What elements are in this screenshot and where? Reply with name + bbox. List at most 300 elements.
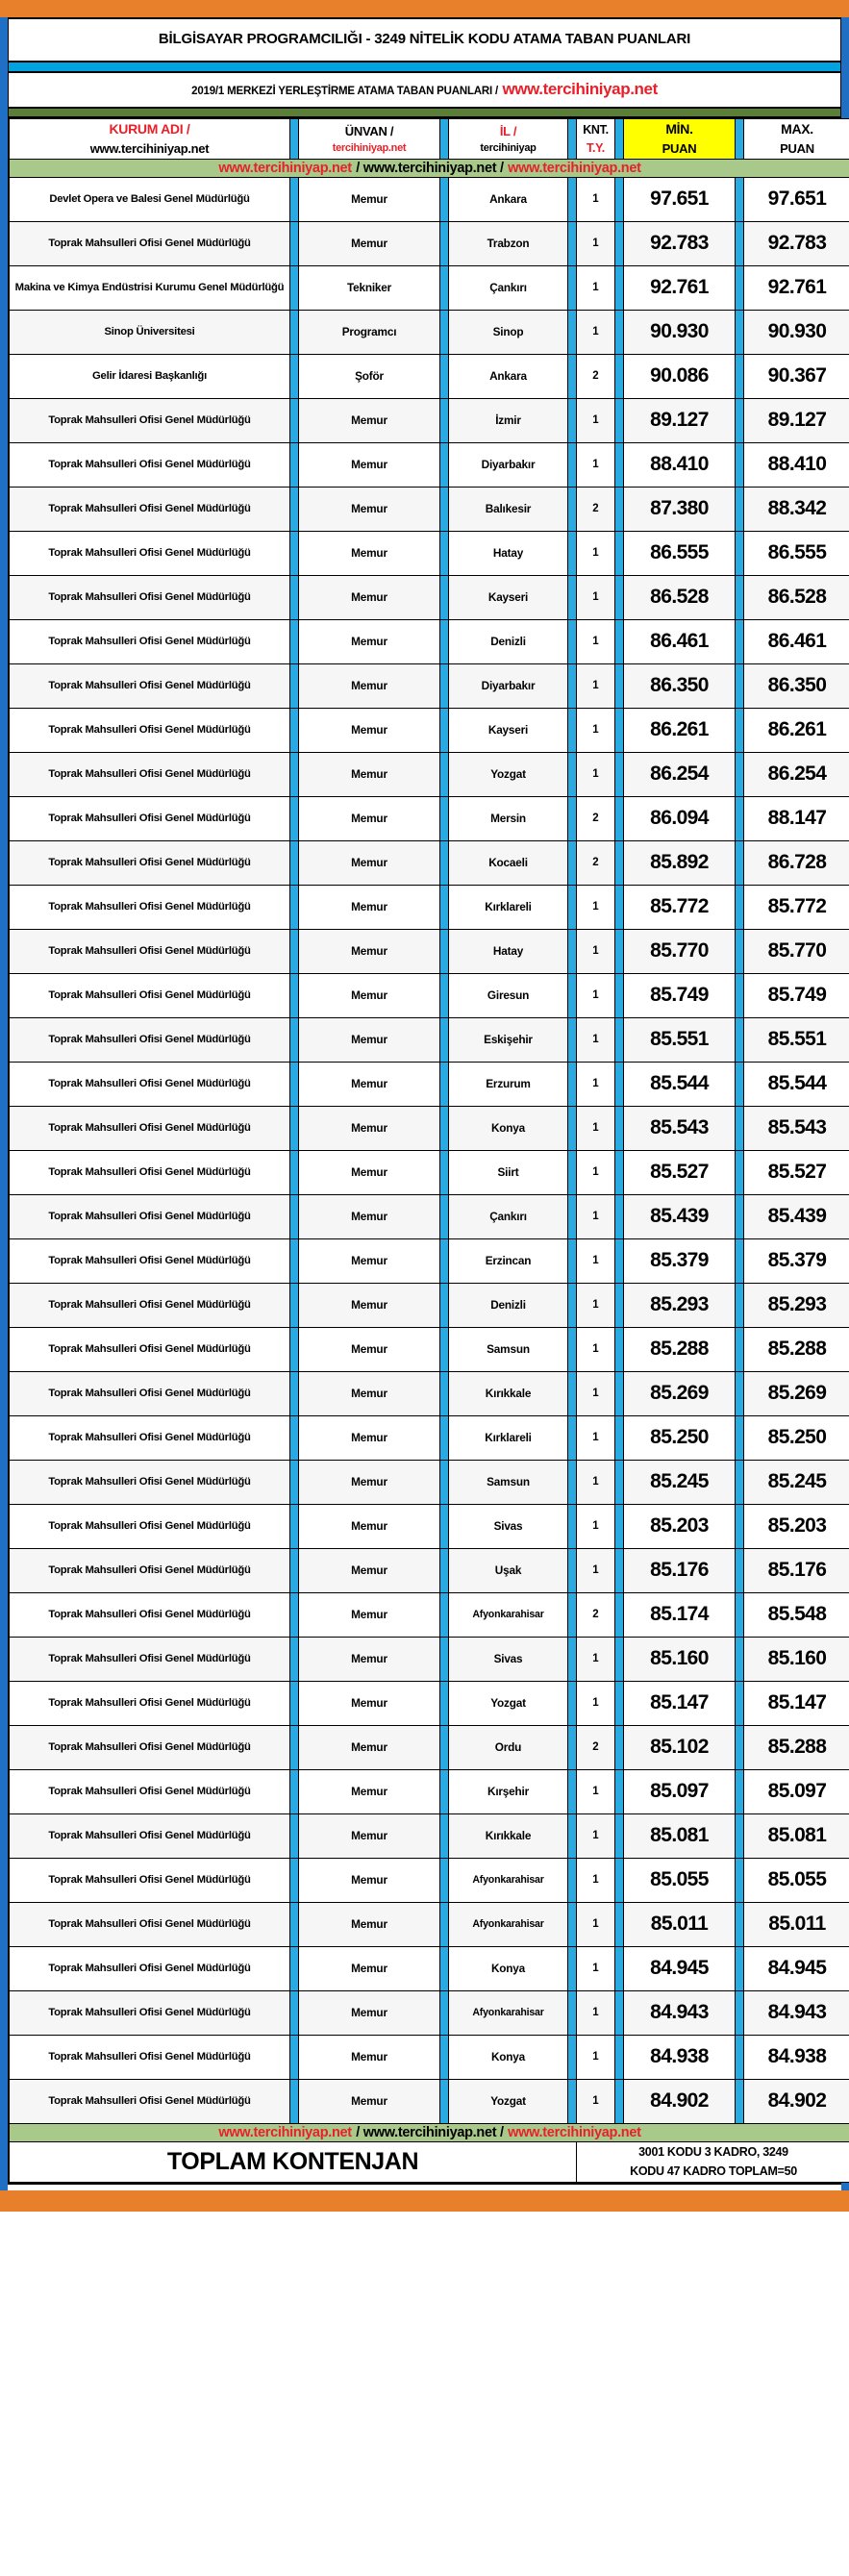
cell-kontenjan: 1 bbox=[577, 2035, 615, 2079]
column-separator bbox=[290, 708, 299, 752]
column-separator bbox=[440, 885, 449, 929]
table-row[interactable] bbox=[10, 840, 849, 885]
column-separator bbox=[290, 1637, 299, 1681]
cell-unvan: Memur bbox=[299, 708, 440, 752]
cell-unvan: Memur bbox=[299, 575, 440, 619]
table-row[interactable] bbox=[10, 1283, 849, 1327]
column-separator bbox=[615, 708, 624, 752]
cell-il: Ankara bbox=[449, 354, 568, 398]
cell-kontenjan: 1 bbox=[577, 1902, 615, 1946]
column-separator bbox=[440, 1990, 449, 2035]
column-separator bbox=[290, 752, 299, 796]
cell-il: Erzurum bbox=[449, 1062, 568, 1106]
column-separator bbox=[736, 619, 744, 663]
column-separator bbox=[440, 119, 449, 160]
cell-max-puan: 85.527 bbox=[744, 1150, 849, 1194]
column-separator bbox=[440, 1238, 449, 1283]
cell-kontenjan: 1 bbox=[577, 1150, 615, 1194]
column-separator bbox=[290, 973, 299, 1017]
column-separator bbox=[290, 531, 299, 575]
column-separator bbox=[440, 1062, 449, 1106]
column-separator bbox=[440, 840, 449, 885]
column-separator bbox=[615, 929, 624, 973]
table-row[interactable] bbox=[10, 1592, 849, 1637]
table-row[interactable] bbox=[10, 1902, 849, 1946]
cell-kontenjan: 1 bbox=[577, 310, 615, 354]
subtitle-text: 2019/1 MERKEZİ YERLEŞTİRME ATAMA TABAN PUANLARI / bbox=[191, 86, 498, 98]
table-row[interactable] bbox=[10, 1238, 849, 1283]
total-kontenjan-label: TOPLAM KONTENJAN bbox=[10, 2141, 577, 2182]
table-row[interactable] bbox=[10, 575, 849, 619]
cell-kurum-adi: Toprak Mahsulleri Ofisi Genel Müdürlüğü bbox=[10, 1637, 290, 1681]
table-row[interactable] bbox=[10, 398, 849, 442]
table-row[interactable] bbox=[10, 619, 849, 663]
column-separator bbox=[440, 1327, 449, 1371]
column-separator bbox=[615, 619, 624, 663]
cell-unvan: Memur bbox=[299, 1194, 440, 1238]
column-separator bbox=[568, 442, 577, 487]
column-separator bbox=[290, 119, 299, 160]
cell-unvan: Memur bbox=[299, 663, 440, 708]
cell-il: Yozgat bbox=[449, 2079, 568, 2123]
cell-unvan: Memur bbox=[299, 1106, 440, 1150]
footer-row bbox=[10, 2141, 849, 2182]
column-separator bbox=[615, 1902, 624, 1946]
column-separator bbox=[290, 1150, 299, 1194]
column-separator bbox=[736, 1504, 744, 1548]
cell-min-puan: 85.770 bbox=[624, 929, 736, 973]
cell-max-puan: 85.293 bbox=[744, 1283, 849, 1327]
cell-min-puan: 86.528 bbox=[624, 575, 736, 619]
col-header-il-line2: tercihiniyap bbox=[480, 142, 537, 154]
cell-kurum-adi: Toprak Mahsulleri Ofisi Genel Müdürlüğü bbox=[10, 1062, 290, 1106]
cell-max-puan: 85.379 bbox=[744, 1238, 849, 1283]
promo-band-top-cell bbox=[10, 159, 849, 177]
cell-max-puan: 88.147 bbox=[744, 796, 849, 840]
table-row[interactable] bbox=[10, 973, 849, 1017]
cell-max-puan: 85.288 bbox=[744, 1725, 849, 1769]
column-separator bbox=[290, 1813, 299, 1858]
table-row[interactable] bbox=[10, 1327, 849, 1371]
cell-kurum-adi: Toprak Mahsulleri Ofisi Genel Müdürlüğü bbox=[10, 1813, 290, 1858]
cell-kontenjan: 1 bbox=[577, 663, 615, 708]
cell-min-puan: 85.147 bbox=[624, 1681, 736, 1725]
column-separator bbox=[615, 442, 624, 487]
cell-il: Denizli bbox=[449, 619, 568, 663]
column-separator bbox=[568, 619, 577, 663]
column-separator bbox=[290, 487, 299, 531]
column-separator bbox=[440, 1637, 449, 1681]
cell-kurum-adi: Toprak Mahsulleri Ofisi Genel Müdürlüğü bbox=[10, 1371, 290, 1415]
cell-max-puan: 89.127 bbox=[744, 398, 849, 442]
cell-min-puan: 92.783 bbox=[624, 221, 736, 265]
cell-max-puan: 84.902 bbox=[744, 2079, 849, 2123]
cell-kurum-adi: Toprak Mahsulleri Ofisi Genel Müdürlüğü bbox=[10, 1460, 290, 1504]
column-separator bbox=[440, 752, 449, 796]
col-header-unvan[interactable] bbox=[299, 119, 440, 160]
column-separator bbox=[290, 1504, 299, 1548]
cell-kurum-adi: Toprak Mahsulleri Ofisi Genel Müdürlüğü bbox=[10, 2035, 290, 2079]
promo-link-a[interactable]: www.tercihiniyap.net bbox=[218, 160, 352, 176]
cell-max-puan: 85.548 bbox=[744, 1592, 849, 1637]
column-separator bbox=[568, 973, 577, 1017]
table-row[interactable] bbox=[10, 1725, 849, 1769]
column-separator bbox=[290, 663, 299, 708]
table-row[interactable] bbox=[10, 531, 849, 575]
column-separator bbox=[440, 1946, 449, 1990]
column-separator bbox=[615, 973, 624, 1017]
cell-min-puan: 85.269 bbox=[624, 1371, 736, 1415]
cell-il: Afyonkarahisar bbox=[449, 1592, 568, 1637]
cell-unvan: Memur bbox=[299, 1946, 440, 1990]
col-header-max-puan[interactable] bbox=[744, 119, 849, 160]
table-row[interactable] bbox=[10, 1106, 849, 1150]
cell-kurum-adi: Toprak Mahsulleri Ofisi Genel Müdürlüğü bbox=[10, 1327, 290, 1371]
cell-kurum-adi: Toprak Mahsulleri Ofisi Genel Müdürlüğü bbox=[10, 663, 290, 708]
cell-unvan: Memur bbox=[299, 1769, 440, 1813]
top-orange-band bbox=[0, 0, 849, 17]
cell-il: Sinop bbox=[449, 310, 568, 354]
cell-il: Erzincan bbox=[449, 1238, 568, 1283]
column-separator bbox=[290, 796, 299, 840]
cell-min-puan: 85.749 bbox=[624, 973, 736, 1017]
table-row[interactable] bbox=[10, 1415, 849, 1460]
column-separator bbox=[440, 310, 449, 354]
cell-kontenjan: 1 bbox=[577, 1946, 615, 1990]
column-separator bbox=[440, 2079, 449, 2123]
cell-kontenjan: 1 bbox=[577, 1327, 615, 1371]
cell-min-puan: 84.938 bbox=[624, 2035, 736, 2079]
column-separator bbox=[568, 1062, 577, 1106]
cell-min-puan: 85.097 bbox=[624, 1769, 736, 1813]
cell-min-puan: 88.410 bbox=[624, 442, 736, 487]
column-separator bbox=[290, 1327, 299, 1371]
column-separator bbox=[568, 1415, 577, 1460]
cell-unvan: Memur bbox=[299, 1415, 440, 1460]
column-separator bbox=[736, 1637, 744, 1681]
column-separator bbox=[736, 1592, 744, 1637]
column-separator bbox=[290, 177, 299, 221]
column-separator bbox=[615, 1106, 624, 1150]
cell-min-puan: 84.945 bbox=[624, 1946, 736, 1990]
column-separator bbox=[440, 442, 449, 487]
table-row[interactable] bbox=[10, 1813, 849, 1858]
column-separator bbox=[615, 575, 624, 619]
column-separator bbox=[568, 1194, 577, 1238]
column-separator bbox=[615, 310, 624, 354]
column-separator bbox=[568, 575, 577, 619]
column-separator bbox=[568, 1106, 577, 1150]
column-separator bbox=[440, 487, 449, 531]
cell-min-puan: 86.094 bbox=[624, 796, 736, 840]
column-separator bbox=[290, 1415, 299, 1460]
column-separator bbox=[568, 1946, 577, 1990]
cell-kurum-adi: Toprak Mahsulleri Ofisi Genel Müdürlüğü bbox=[10, 487, 290, 531]
column-separator bbox=[736, 2035, 744, 2079]
cell-max-puan: 92.783 bbox=[744, 221, 849, 265]
cell-kontenjan: 1 bbox=[577, 1283, 615, 1327]
table-row[interactable] bbox=[10, 265, 849, 310]
column-separator bbox=[568, 752, 577, 796]
cell-min-puan: 85.250 bbox=[624, 1415, 736, 1460]
cell-unvan: Memur bbox=[299, 1327, 440, 1371]
cell-unvan: Memur bbox=[299, 1990, 440, 2035]
cell-kontenjan: 1 bbox=[577, 885, 615, 929]
cell-max-puan: 85.055 bbox=[744, 1858, 849, 1902]
subtitle-site-link[interactable]: www.tercihiniyap.net bbox=[502, 80, 658, 99]
column-separator bbox=[615, 398, 624, 442]
column-separator bbox=[440, 1415, 449, 1460]
column-separator bbox=[615, 119, 624, 160]
cell-unvan: Tekniker bbox=[299, 265, 440, 310]
table-row[interactable] bbox=[10, 1548, 849, 1592]
cell-kontenjan: 2 bbox=[577, 354, 615, 398]
cell-kurum-adi: Toprak Mahsulleri Ofisi Genel Müdürlüğü bbox=[10, 1017, 290, 1062]
cell-il: Çankırı bbox=[449, 1194, 568, 1238]
cell-max-puan: 88.342 bbox=[744, 487, 849, 531]
column-separator bbox=[290, 1106, 299, 1150]
column-separator bbox=[736, 531, 744, 575]
column-separator bbox=[568, 398, 577, 442]
column-separator bbox=[568, 531, 577, 575]
column-separator bbox=[615, 1858, 624, 1902]
col-header-min-line1: MİN. bbox=[665, 121, 693, 138]
cell-unvan: Memur bbox=[299, 1150, 440, 1194]
total-note-line2: KODU 47 KADRO TOPLAM=50 bbox=[630, 2164, 797, 2179]
column-separator bbox=[568, 487, 577, 531]
cell-il: Kırıkkale bbox=[449, 1813, 568, 1858]
col-header-il[interactable] bbox=[449, 119, 568, 160]
table-row[interactable] bbox=[10, 796, 849, 840]
column-separator bbox=[440, 708, 449, 752]
column-separator bbox=[290, 1194, 299, 1238]
promo-link-b[interactable]: www.tercihiniyap.net bbox=[508, 160, 641, 176]
cell-unvan: Memur bbox=[299, 840, 440, 885]
column-separator bbox=[736, 1327, 744, 1371]
column-separator bbox=[290, 1946, 299, 1990]
cell-kurum-adi: Toprak Mahsulleri Ofisi Genel Müdürlüğü bbox=[10, 1902, 290, 1946]
table-row[interactable] bbox=[10, 1371, 849, 1415]
column-separator bbox=[568, 1327, 577, 1371]
cell-il: Samsun bbox=[449, 1327, 568, 1371]
results-table bbox=[9, 118, 849, 2183]
cell-max-puan: 84.938 bbox=[744, 2035, 849, 2079]
cell-unvan: Memur bbox=[299, 1371, 440, 1415]
cell-unvan: Memur bbox=[299, 1504, 440, 1548]
column-separator bbox=[736, 265, 744, 310]
column-separator bbox=[615, 663, 624, 708]
promo-link-b-bottom[interactable]: www.tercihiniyap.net bbox=[508, 2124, 641, 2140]
cell-il: Yozgat bbox=[449, 1681, 568, 1725]
table-row[interactable] bbox=[10, 442, 849, 487]
table-row[interactable] bbox=[10, 708, 849, 752]
table-row[interactable] bbox=[10, 177, 849, 221]
column-separator bbox=[290, 354, 299, 398]
cell-max-puan: 85.269 bbox=[744, 1371, 849, 1415]
cell-kurum-adi: Gelir İdaresi Başkanlığı bbox=[10, 354, 290, 398]
cell-max-puan: 85.081 bbox=[744, 1813, 849, 1858]
column-separator bbox=[440, 1106, 449, 1150]
table-row[interactable] bbox=[10, 1769, 849, 1813]
column-separator bbox=[615, 2079, 624, 2123]
cell-il: Kırklareli bbox=[449, 885, 568, 929]
table-row[interactable] bbox=[10, 2035, 849, 2079]
table-row[interactable] bbox=[10, 1017, 849, 1062]
table-row[interactable] bbox=[10, 929, 849, 973]
table-row[interactable] bbox=[10, 663, 849, 708]
cell-unvan: Memur bbox=[299, 487, 440, 531]
column-separator bbox=[736, 1238, 744, 1283]
column-separator bbox=[440, 1769, 449, 1813]
cell-max-puan: 85.147 bbox=[744, 1681, 849, 1725]
cyan-divider bbox=[9, 63, 840, 73]
cell-max-puan: 86.261 bbox=[744, 708, 849, 752]
table-row[interactable] bbox=[10, 354, 849, 398]
table-row[interactable] bbox=[10, 221, 849, 265]
column-separator bbox=[290, 885, 299, 929]
table-row[interactable] bbox=[10, 1460, 849, 1504]
table-row[interactable] bbox=[10, 1194, 849, 1238]
col-header-kontenjan[interactable] bbox=[577, 119, 615, 160]
column-separator bbox=[568, 1238, 577, 1283]
cell-max-puan: 85.245 bbox=[744, 1460, 849, 1504]
column-separator bbox=[440, 1902, 449, 1946]
column-separator bbox=[615, 1637, 624, 1681]
cell-unvan: Memur bbox=[299, 1592, 440, 1637]
table-row[interactable] bbox=[10, 1637, 849, 1681]
column-separator bbox=[568, 119, 577, 160]
cell-kontenjan: 2 bbox=[577, 840, 615, 885]
promo-link-a-bottom[interactable]: www.tercihiniyap.net bbox=[218, 2124, 352, 2140]
table-row[interactable] bbox=[10, 2079, 849, 2123]
cell-il: Eskişehir bbox=[449, 1017, 568, 1062]
cell-il: Yozgat bbox=[449, 752, 568, 796]
sheet bbox=[8, 17, 841, 2185]
cell-kontenjan: 1 bbox=[577, 1990, 615, 2035]
cell-kurum-adi: Toprak Mahsulleri Ofisi Genel Müdürlüğü bbox=[10, 708, 290, 752]
table-row[interactable] bbox=[10, 487, 849, 531]
column-separator bbox=[290, 1017, 299, 1062]
column-separator bbox=[736, 1415, 744, 1460]
table-row[interactable] bbox=[10, 1062, 849, 1106]
cell-kurum-adi: Toprak Mahsulleri Ofisi Genel Müdürlüğü bbox=[10, 1150, 290, 1194]
cell-max-puan: 85.551 bbox=[744, 1017, 849, 1062]
column-separator bbox=[568, 265, 577, 310]
column-separator bbox=[290, 310, 299, 354]
cell-unvan: Memur bbox=[299, 1460, 440, 1504]
column-separator bbox=[615, 487, 624, 531]
promo-link-mid-bottom[interactable]: / www.tercihiniyap.net / bbox=[356, 2124, 504, 2140]
cell-il: Hatay bbox=[449, 929, 568, 973]
col-header-kurum[interactable] bbox=[10, 119, 290, 160]
column-separator bbox=[615, 752, 624, 796]
cell-unvan: Şoför bbox=[299, 354, 440, 398]
column-separator bbox=[736, 354, 744, 398]
cell-min-puan: 85.551 bbox=[624, 1017, 736, 1062]
column-separator bbox=[440, 1548, 449, 1592]
column-separator bbox=[615, 1725, 624, 1769]
table-row[interactable] bbox=[10, 1946, 849, 1990]
total-kontenjan-note bbox=[577, 2141, 849, 2182]
column-separator bbox=[736, 1990, 744, 2035]
cell-kontenjan: 1 bbox=[577, 442, 615, 487]
cell-kontenjan: 2 bbox=[577, 1592, 615, 1637]
table-row[interactable] bbox=[10, 1858, 849, 1902]
cell-il: Balıkesir bbox=[449, 487, 568, 531]
cell-il: Kırıkkale bbox=[449, 1371, 568, 1415]
column-separator bbox=[440, 2035, 449, 2079]
column-separator bbox=[290, 398, 299, 442]
column-separator bbox=[615, 1946, 624, 1990]
cell-min-puan: 86.461 bbox=[624, 619, 736, 663]
cell-min-puan: 85.543 bbox=[624, 1106, 736, 1150]
cell-min-puan: 84.902 bbox=[624, 2079, 736, 2123]
cell-il: Siirt bbox=[449, 1150, 568, 1194]
promo-link-mid[interactable]: / www.tercihiniyap.net / bbox=[356, 160, 504, 176]
cell-unvan: Memur bbox=[299, 1902, 440, 1946]
column-separator bbox=[568, 1681, 577, 1725]
cell-kurum-adi: Toprak Mahsulleri Ofisi Genel Müdürlüğü bbox=[10, 221, 290, 265]
column-separator bbox=[736, 221, 744, 265]
cell-kurum-adi: Toprak Mahsulleri Ofisi Genel Müdürlüğü bbox=[10, 1725, 290, 1769]
col-header-il-line1: İL / bbox=[499, 123, 517, 138]
table-row[interactable] bbox=[10, 1504, 849, 1548]
column-separator bbox=[290, 840, 299, 885]
cell-il: Çankırı bbox=[449, 265, 568, 310]
cell-unvan: Memur bbox=[299, 221, 440, 265]
cell-max-puan: 90.930 bbox=[744, 310, 849, 354]
table-row[interactable] bbox=[10, 1150, 849, 1194]
table-row[interactable] bbox=[10, 752, 849, 796]
column-separator bbox=[615, 1769, 624, 1813]
cell-il: Kayseri bbox=[449, 575, 568, 619]
cell-kontenjan: 1 bbox=[577, 1371, 615, 1415]
cell-unvan: Memur bbox=[299, 1681, 440, 1725]
cell-max-puan: 86.350 bbox=[744, 663, 849, 708]
table-row[interactable] bbox=[10, 1681, 849, 1725]
column-separator bbox=[440, 265, 449, 310]
cell-min-puan: 90.930 bbox=[624, 310, 736, 354]
cell-unvan: Memur bbox=[299, 1062, 440, 1106]
column-separator bbox=[568, 708, 577, 752]
cell-kurum-adi: Toprak Mahsulleri Ofisi Genel Müdürlüğü bbox=[10, 619, 290, 663]
table-row[interactable] bbox=[10, 1990, 849, 2035]
cell-unvan: Memur bbox=[299, 1548, 440, 1592]
cell-min-puan: 85.772 bbox=[624, 885, 736, 929]
cell-kontenjan: 1 bbox=[577, 1017, 615, 1062]
table-row[interactable] bbox=[10, 885, 849, 929]
column-separator bbox=[440, 354, 449, 398]
table-row[interactable] bbox=[10, 310, 849, 354]
cell-il: Uşak bbox=[449, 1548, 568, 1592]
cell-max-puan: 85.544 bbox=[744, 1062, 849, 1106]
cell-il: Afyonkarahisar bbox=[449, 1990, 568, 2035]
cell-unvan: Memur bbox=[299, 752, 440, 796]
col-header-min-puan[interactable] bbox=[624, 119, 736, 160]
column-separator bbox=[440, 973, 449, 1017]
cell-max-puan: 85.097 bbox=[744, 1769, 849, 1813]
cell-kurum-adi: Toprak Mahsulleri Ofisi Genel Müdürlüğü bbox=[10, 1504, 290, 1548]
column-separator bbox=[615, 1371, 624, 1415]
cell-il: Kırşehir bbox=[449, 1769, 568, 1813]
column-separator bbox=[615, 1194, 624, 1238]
cell-kurum-adi: Toprak Mahsulleri Ofisi Genel Müdürlüğü bbox=[10, 442, 290, 487]
cell-min-puan: 85.288 bbox=[624, 1327, 736, 1371]
cell-il: İzmir bbox=[449, 398, 568, 442]
cell-min-puan: 85.203 bbox=[624, 1504, 736, 1548]
cell-kurum-adi: Toprak Mahsulleri Ofisi Genel Müdürlüğü bbox=[10, 1548, 290, 1592]
cell-il: Kocaeli bbox=[449, 840, 568, 885]
